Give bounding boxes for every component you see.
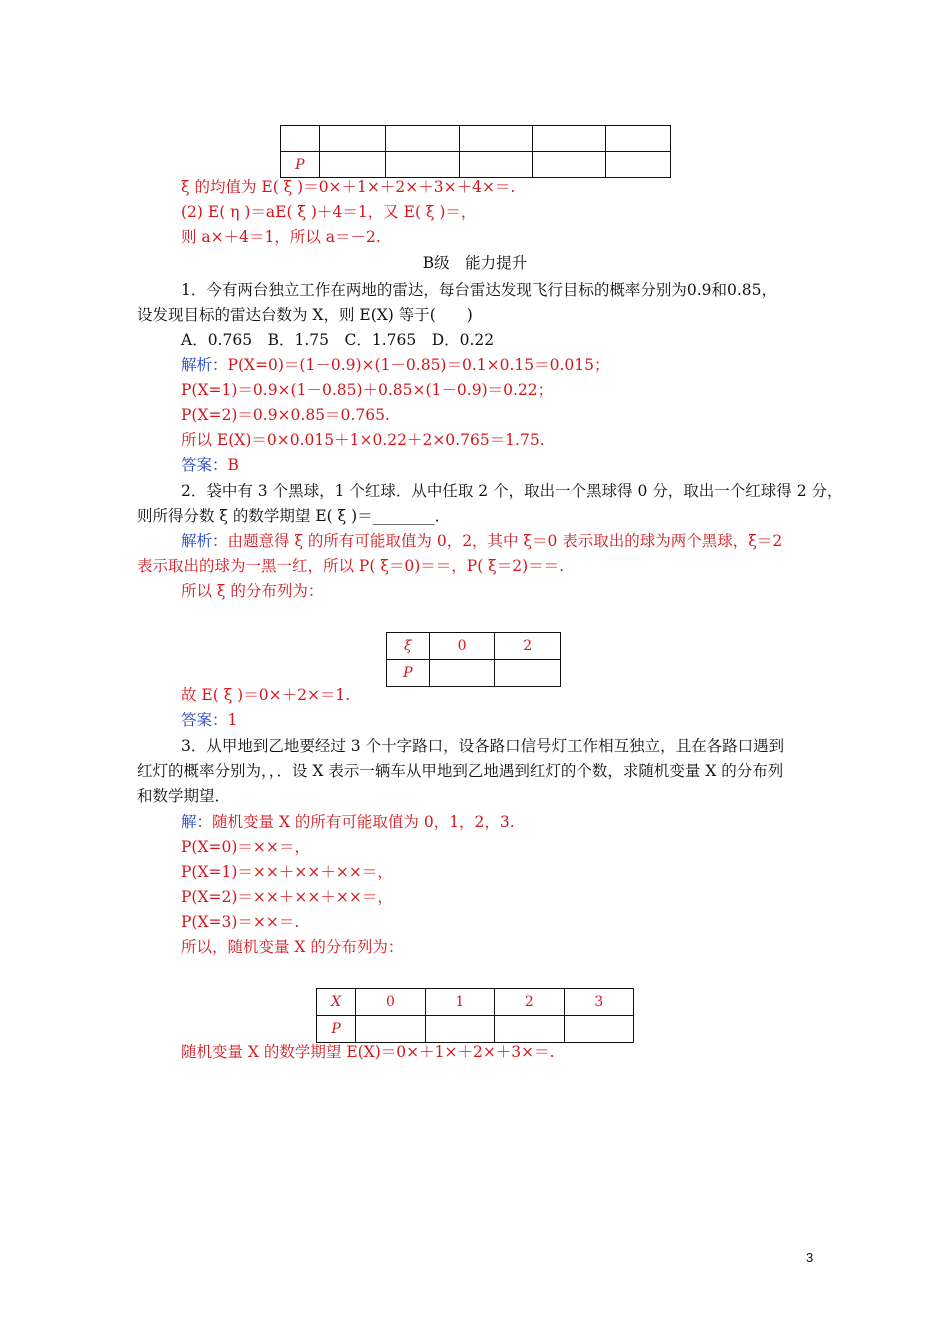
table-cell	[386, 126, 459, 152]
q1-analysis-line-1	[181, 354, 610, 376]
table-cell	[429, 660, 495, 687]
q2-analysis-line-2: 表示取出的球为一黑一红，所以 P( ξ＝0)＝＝，P( ξ＝2)＝＝.	[137, 557, 565, 575]
table-cell: P	[281, 152, 320, 178]
analysis-label: 解析：	[181, 356, 228, 374]
q2-analysis-line-4: 故 E( ξ )＝0×＋2×＝1.	[181, 686, 351, 704]
table-cell: P	[387, 660, 430, 687]
table-cell	[281, 126, 320, 152]
solution-text: 随机变量 X 的所有可能取值为 0，1，2，3.	[212, 813, 515, 831]
table-row	[317, 1016, 634, 1043]
q3-solution-line-3: P(X=1)＝××＋××＋××＝，	[181, 863, 393, 881]
table-cell	[356, 1016, 425, 1043]
table-cell: ξ	[387, 633, 430, 660]
q3-solution-line-6: 所以，随机变量 X 的分布列为：	[181, 938, 404, 956]
solution-label: 解：	[181, 813, 213, 831]
section-title: B级 能力提升	[422, 254, 528, 272]
q3-solution-line-5: P(X=3)＝××＝.	[181, 913, 300, 931]
q3-solution-line-2: P(X=0)＝××＝，	[181, 838, 310, 856]
answer-value: B	[227, 456, 239, 474]
q3-stem-line-3: 和数学期望．	[137, 787, 231, 805]
table-cell: X	[317, 989, 356, 1016]
q3-solution-line-4: P(X=2)＝××＋××＋××＝，	[181, 888, 393, 906]
q2-answer	[181, 709, 237, 731]
top-distribution-table	[280, 125, 671, 178]
q1-analysis-line-3: P(X=2)＝0.9×0.85＝0.765.	[181, 406, 390, 424]
table-cell	[459, 126, 532, 152]
q1-stem-line-2: 设发现目标的雷达台数为 X，则 E(X) 等于( )	[137, 306, 473, 324]
table-cell	[319, 152, 385, 178]
q2-analysis-line-1	[181, 530, 782, 552]
conclusion-line: 则 a×＋4＝1，所以 a＝－2.	[181, 228, 381, 246]
table-row	[317, 989, 634, 1016]
q2-stem-line-2: 则所得分数 ξ 的数学期望 E( ξ )＝________．	[137, 507, 451, 525]
table-row	[281, 126, 671, 152]
q2-distribution-table	[386, 632, 561, 687]
q1-options: A．0.765 B．1.75 C．1.765 D．0.22	[181, 331, 495, 349]
analysis-text: P(X=0)＝(1－0.9)×(1－0.85)＝0.1×0.15＝0.015；	[227, 356, 610, 374]
q1-answer	[181, 454, 239, 476]
q2-analysis-line-3: 所以 ξ 的分布列为：	[181, 582, 324, 600]
page-number: 3	[806, 1250, 814, 1265]
q3-distribution-table	[316, 988, 634, 1043]
answer-label: 答案：	[181, 456, 228, 474]
answer-value: 1	[227, 711, 238, 729]
q3-stem-line-2: 红灯的概率分别为，，．设 X 表示一辆车从甲地到乙地遇到红灯的个数，求随机变量 X 的分布列	[137, 762, 784, 780]
table-cell	[533, 152, 606, 178]
table-cell: 3	[564, 989, 633, 1016]
q1-analysis-line-2: P(X=1)＝0.9×(1－0.85)＋0.85×(1－0.9)＝0.22；	[181, 381, 554, 399]
table-row	[387, 633, 561, 660]
table-cell	[495, 660, 561, 687]
mean-line: ξ 的均值为 E( ξ )＝0×＋1×＋2×＋3×＋4×＝.	[181, 178, 516, 196]
table-cell: 2	[495, 633, 561, 660]
table-cell: P	[317, 1016, 356, 1043]
q3-stem-line-1: 3．从甲地到乙地要经过 3 个十字路口，设各路口信号灯工作相互独立，且在各路口遇到	[181, 737, 785, 755]
table-cell: 0	[429, 633, 495, 660]
table-cell: 1	[425, 989, 494, 1016]
table-cell: 2	[495, 989, 564, 1016]
table-cell	[564, 1016, 633, 1043]
analysis-label: 解析：	[181, 532, 228, 550]
q1-analysis-line-4: 所以 E(X)＝0×0.015＋1×0.22＋2×0.765＝1.75.	[181, 431, 545, 449]
q3-solution-line-7: 随机变量 X 的数学期望 E(X)＝0×＋1×＋2×＋3×＝.	[181, 1043, 555, 1061]
q1-stem-line-1: 1．今有两台独立工作在两地的雷达，每台雷达发现飞行目标的概率分别为0.9和0.85，	[181, 281, 778, 299]
answer-label: 答案：	[181, 711, 228, 729]
table-cell	[533, 126, 606, 152]
table-row	[281, 152, 671, 178]
table-cell	[425, 1016, 494, 1043]
table-cell	[495, 1016, 564, 1043]
analysis-text: 由题意得 ξ 的所有可能取值为 0，2，其中 ξ＝0 表示取出的球为两个黑球，ξ＝2	[227, 532, 783, 550]
table-row	[387, 660, 561, 687]
table-cell	[319, 126, 385, 152]
table-cell	[459, 152, 532, 178]
table-cell	[386, 152, 459, 178]
q2-stem-line-1: 2．袋中有 3 个黑球，1 个红球．从中任取 2 个，取出一个黑球得 0 分，取出一个红球得 2 分，	[181, 482, 843, 500]
table-cell: 0	[356, 989, 425, 1016]
q3-solution-line-1	[181, 811, 515, 833]
table-cell	[606, 152, 671, 178]
part2-line: (2) E( η )＝aE( ξ )＋4＝1，又 E( ξ )＝，	[181, 203, 477, 221]
table-cell	[606, 126, 671, 152]
